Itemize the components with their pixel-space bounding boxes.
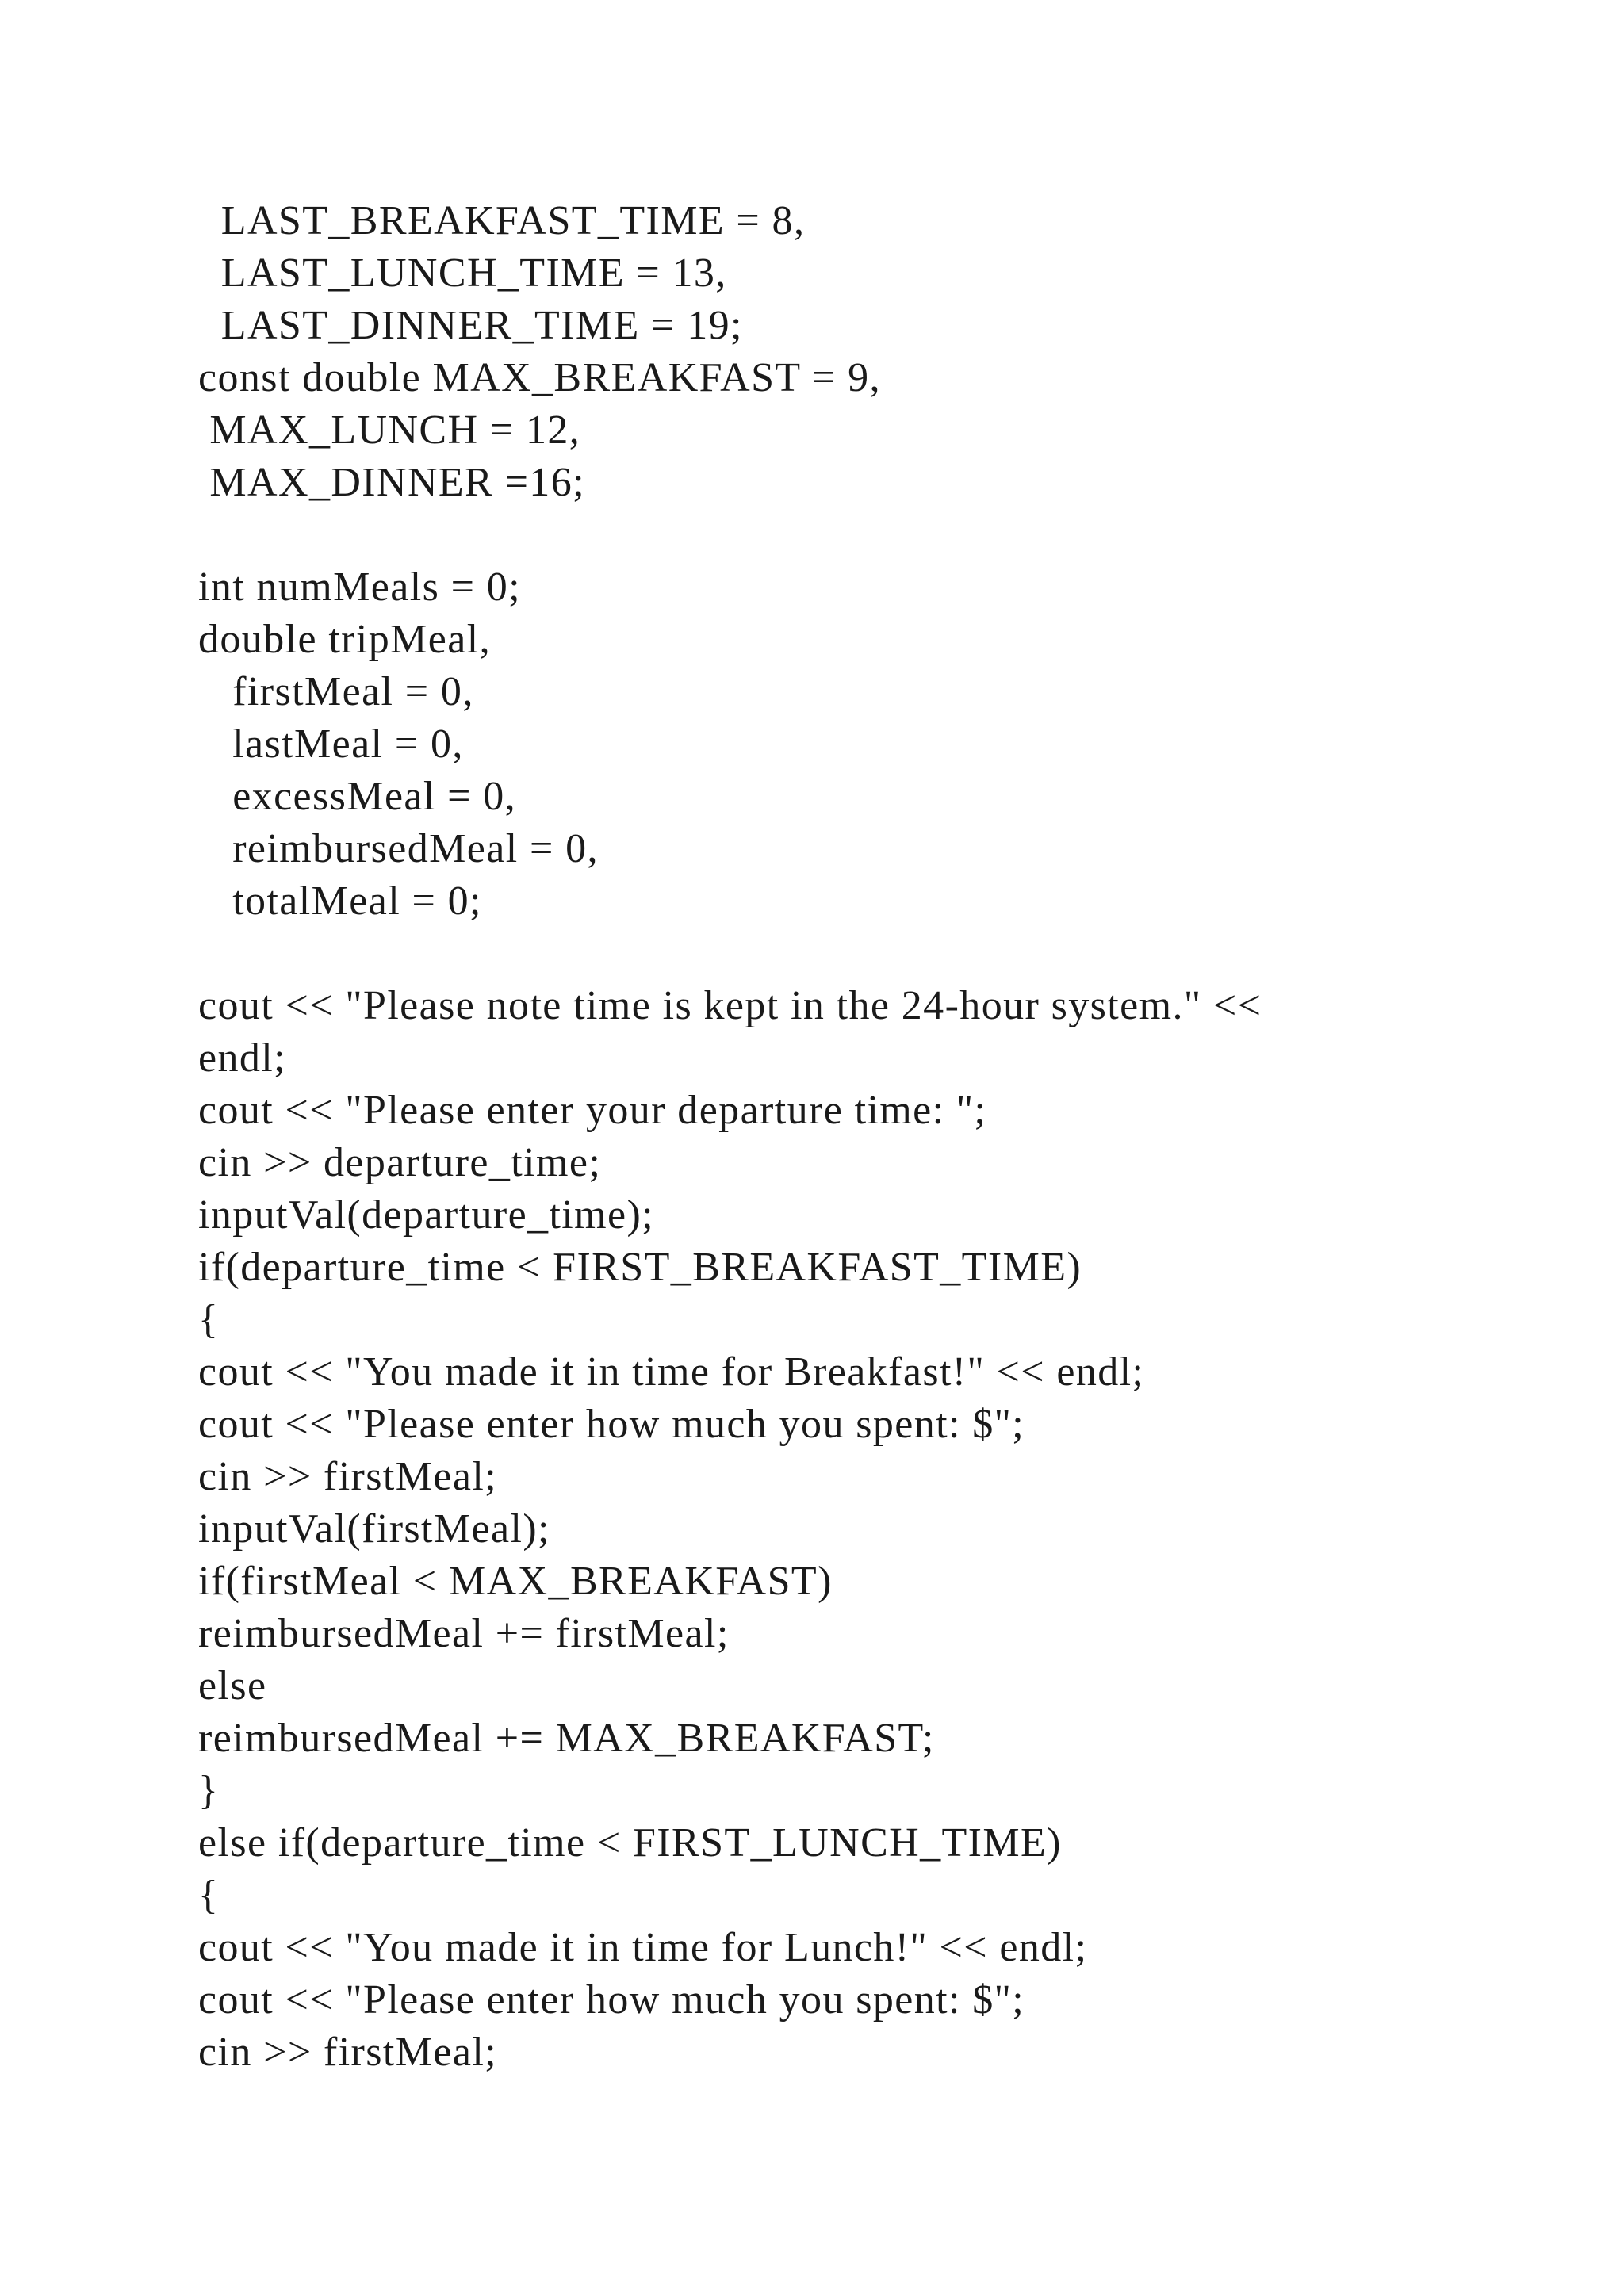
code-line: { [198,1297,220,1342]
code-line: cout << "Please enter your departure time: "; [198,1088,987,1133]
code-line: if(firstMeal < MAX_BREAKFAST) [198,1559,833,1604]
code-line: endl; [198,1035,286,1081]
code-line: cout << "You made it in time for Lunch!" << endl; [198,1925,1088,1970]
code-line: LAST_BREAKFAST_TIME = 8, [198,198,806,243]
code-line: reimbursedMeal += firstMeal; [198,1611,730,1656]
code-line: const double MAX_BREAKFAST = 9, [198,355,881,400]
code-line: cout << "You made it in time for Breakfast!" << endl; [198,1349,1145,1395]
code-line: MAX_DINNER =16; [198,460,585,505]
code-line: lastMeal = 0, [198,721,464,767]
code-line: inputVal(firstMeal); [198,1506,550,1552]
code-line: cin >> firstMeal; [198,1454,498,1499]
code-line: totalMeal = 0; [198,878,482,924]
code-line: cout << "Please enter how much you spent: $"; [198,1402,1025,1447]
code-line: cin >> firstMeal; [198,2030,498,2075]
blank-line [198,509,1546,561]
code-line: } [198,1768,220,1813]
code-line: cout << "Please note time is kept in the 24-hour system." << [198,983,1262,1028]
code-line: excessMeal = 0, [198,774,517,819]
code-line: else if(departure_time < FIRST_LUNCH_TIME) [198,1820,1062,1866]
code-line: { [198,1873,220,1918]
code-line: MAX_LUNCH = 12, [198,408,581,453]
code-line: LAST_DINNER_TIME = 19; [198,303,743,348]
code-line: int numMeals = 0; [198,564,521,610]
code-listing [198,195,1546,2079]
code-line: else [198,1663,267,1709]
code-line: if(departure_time < FIRST_BREAKFAST_TIME) [198,1245,1082,1290]
code-line: double tripMeal, [198,617,491,662]
code-line: inputVal(departure_time); [198,1192,655,1238]
code-line: firstMeal = 0, [198,669,474,714]
code-line: LAST_LUNCH_TIME = 13, [198,251,727,296]
code-line: reimbursedMeal = 0, [198,826,599,871]
code-line: reimbursedMeal += MAX_BREAKFAST; [198,1716,935,1761]
code-line: cin >> departure_time; [198,1140,602,1185]
blank-line [198,928,1546,980]
code-line: cout << "Please enter how much you spent: $"; [198,1977,1025,2022]
